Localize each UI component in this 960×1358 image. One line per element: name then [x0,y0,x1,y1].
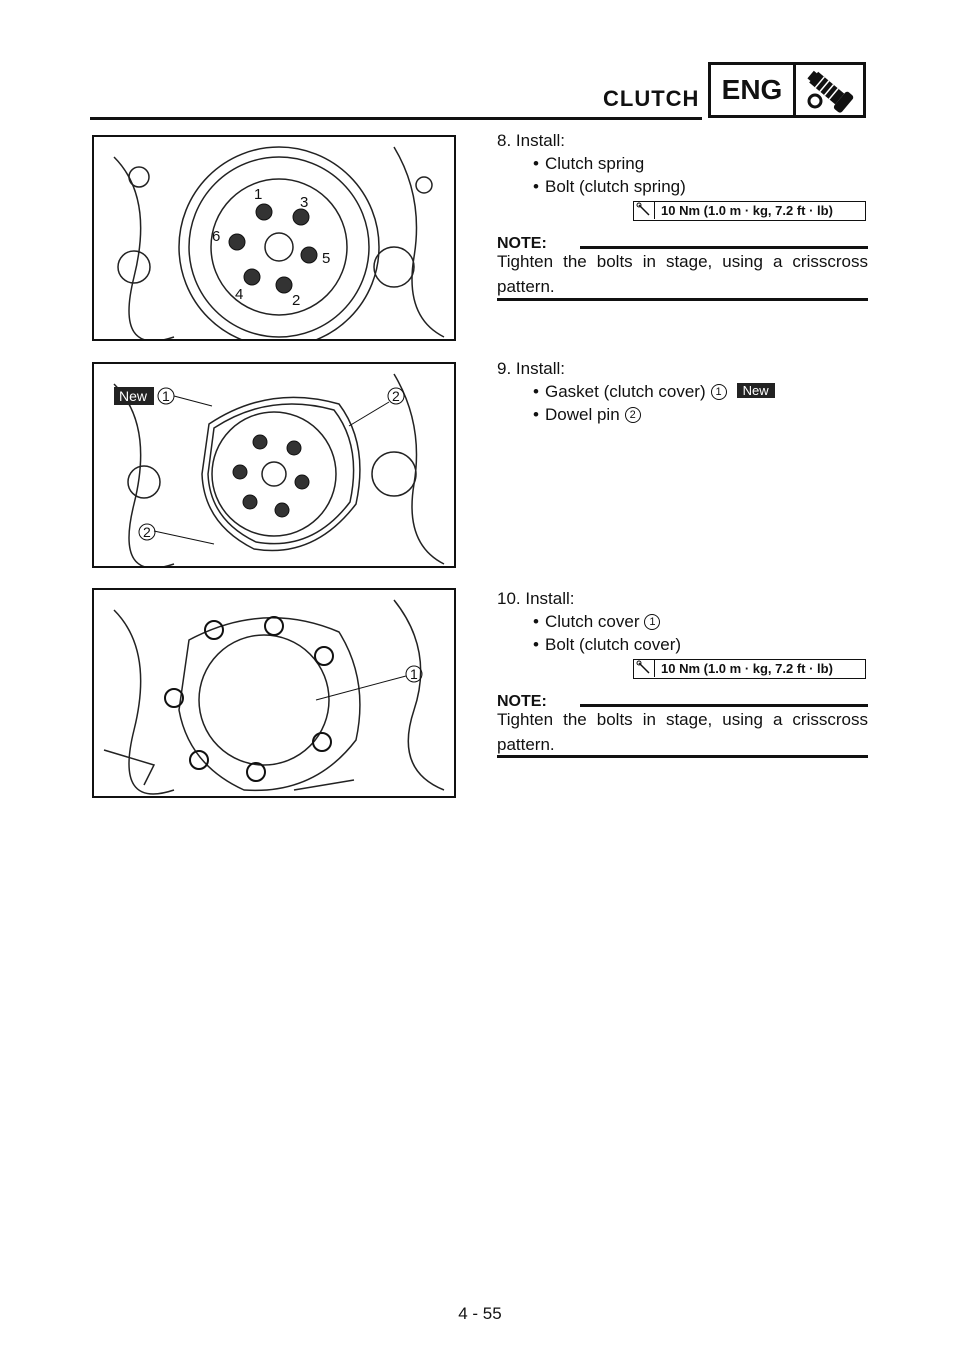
figure-label: 1 [254,186,263,203]
eng-label: ENG [711,65,796,115]
new-badge-label: New [119,388,148,404]
torque-value: 10 Nm (1.0 m · kg, 7.2 ft · lb) [661,661,833,676]
torque-wrench-icon [634,202,655,219]
figure-label: 1 [410,666,418,682]
figure-label: 2 [392,388,400,404]
step-9-item-text: Dowel pin [545,405,620,424]
step-9-item-text: Gasket (clutch cover) [545,382,706,401]
step-10-item [545,612,660,632]
torque-wrench-icon [634,660,655,677]
section-badge [708,62,866,118]
figure-label: 1 [162,388,170,404]
torque-spec [633,201,866,221]
note-label: NOTE: [497,693,547,710]
engine-bolt-icon [795,65,863,115]
figure-clutch-spring [92,135,456,341]
torque-spec [633,659,866,679]
torque-value: 10 Nm (1.0 m · kg, 7.2 ft · lb) [661,203,833,218]
callout-marker: 2 [625,407,641,423]
step-10-heading: 10. Install: [497,589,575,608]
new-badge: New [737,383,775,398]
step-10-item-text: Clutch cover [545,612,640,631]
step-9-heading: 9. Install: [497,359,566,378]
figure-label: 4 [235,286,244,303]
step-9-item [545,382,775,402]
note-end-rule [497,298,868,301]
figure-label: 2 [292,292,301,309]
page-number: 4 - 55 [458,1304,502,1323]
step-8-item: • Clutch spring [545,154,644,174]
step-10-item: • Bolt (clutch cover) [545,635,681,655]
figure-clutch-cover [92,588,456,798]
header-rule [90,117,702,120]
note-label: NOTE: [497,235,547,252]
figure-label: 5 [322,250,331,267]
section-title: CLUTCH [603,86,700,111]
step-8-heading: 8. Install: [497,131,566,150]
callout-marker: 1 [644,614,660,630]
callout-marker: 1 [711,384,727,400]
figure-gasket [92,362,456,568]
note-text: Tighten the bolts in stage, using a crisscross pattern. [497,710,868,754]
figure-label: 2 [143,524,151,540]
note-text: Tighten the bolts in stage, using a crisscross pattern. [497,252,868,296]
step-9-item [545,405,641,425]
note-end-rule [497,755,868,758]
step-8-item: • Bolt (clutch spring) [545,177,686,197]
figure-label: 6 [212,228,221,245]
figure-label: 3 [300,194,309,211]
